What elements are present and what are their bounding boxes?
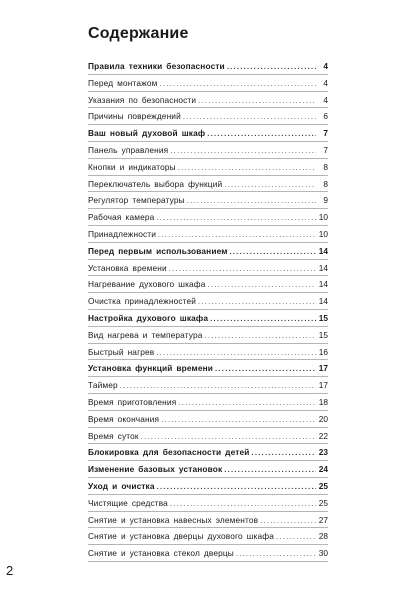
toc-entry-page: 4	[323, 77, 328, 88]
toc-entry-page: 15	[318, 329, 328, 340]
toc-entry-page: 10	[318, 212, 328, 223]
toc-entry-label: Уход и очистка	[88, 480, 155, 491]
toc-entry[interactable]	[88, 394, 328, 411]
toc-entry-page: 4	[323, 61, 328, 71]
toc-entry-label: Время суток	[88, 430, 139, 441]
page-number: 2	[6, 563, 14, 578]
dot-leader	[156, 210, 316, 227]
toc-entry[interactable]	[88, 495, 328, 512]
toc-entry-label: Изменение базовых установок	[88, 464, 223, 475]
toc-entry-label: Таймер	[88, 380, 118, 391]
toc-entry-page: 18	[318, 396, 328, 407]
dot-leader	[178, 395, 316, 412]
toc-entry-page: 20	[318, 413, 328, 424]
toc-entry-label: Время приготовления	[88, 396, 177, 407]
toc-entry[interactable]	[88, 344, 328, 361]
toc-entry-label: Чистящие средства	[88, 497, 168, 508]
toc-entry-page: 22	[318, 430, 328, 441]
toc-entry-label: Ваш новый духовой шкаф	[88, 128, 206, 139]
toc-entry-label: Снятие и установка стекол дверцы	[88, 548, 234, 559]
dot-leader	[157, 479, 316, 496]
toc-entry-page: 14	[318, 279, 328, 290]
dot-leader	[159, 76, 316, 93]
dot-leader	[230, 244, 316, 261]
toc-entry-label: Вид нагрева и температура	[88, 329, 203, 340]
toc-entry-page: 14	[318, 245, 328, 256]
toc-entry-page: 8	[323, 161, 328, 172]
dot-leader	[120, 378, 316, 395]
toc-entry-page: 7	[323, 144, 328, 155]
dot-leader	[158, 227, 316, 244]
dot-leader	[205, 328, 316, 345]
toc-entry-page: 14	[318, 262, 328, 273]
toc-entry-page: 17	[318, 380, 328, 391]
dot-leader	[161, 412, 316, 429]
toc-entry[interactable]	[88, 411, 328, 428]
dot-leader	[227, 59, 316, 76]
toc-entry[interactable]	[88, 276, 328, 293]
toc-entry[interactable]	[88, 192, 328, 209]
toc-entry-label: Нагревание духового шкафа	[88, 279, 206, 290]
toc-entry[interactable]	[88, 75, 328, 92]
toc-entry[interactable]	[88, 293, 328, 310]
dot-leader	[187, 193, 316, 210]
toc-entry-page: 9	[323, 195, 328, 206]
dot-leader	[224, 462, 316, 479]
toc-entry[interactable]	[88, 92, 328, 109]
toc-entry-page: 15	[318, 312, 328, 323]
toc-entry[interactable]	[88, 142, 328, 159]
dot-leader	[169, 261, 316, 278]
toc-section-entry[interactable]	[88, 360, 328, 377]
toc-entry[interactable]	[88, 226, 328, 243]
dot-leader	[224, 177, 316, 194]
toc-section-entry[interactable]	[88, 310, 328, 327]
dot-leader	[215, 361, 316, 378]
dot-leader	[210, 311, 316, 328]
toc-entry-label: Указания по безопасности	[88, 94, 197, 105]
toc-entry[interactable]	[88, 377, 328, 394]
dot-leader	[236, 546, 316, 563]
toc-entry-label: Перед монтажом	[88, 77, 158, 88]
toc-entry[interactable]	[88, 176, 328, 193]
toc-section-entry[interactable]	[88, 58, 328, 75]
dot-leader	[156, 345, 316, 362]
toc-entry-label: Снятие и установка дверцы духового шкафа	[88, 531, 275, 542]
toc-entry[interactable]	[88, 260, 328, 277]
toc-entry-page: 24	[318, 464, 328, 475]
page-title: Содержание	[88, 25, 189, 42]
toc-entry-label: Настройка духового шкафа	[88, 312, 209, 323]
toc-entry-page: 16	[318, 346, 328, 357]
toc-entry-page: 14	[318, 296, 328, 307]
toc-entry-page: 28	[318, 531, 328, 542]
dot-leader	[276, 529, 316, 546]
toc-entry-label: Снятие и установка навесных элементов	[88, 514, 259, 525]
dot-leader	[198, 93, 316, 110]
toc-entry-label: Рабочая камера	[88, 212, 155, 223]
toc-entry-page: 27	[318, 514, 328, 525]
toc-entry-page: 17	[318, 363, 328, 374]
toc-entry-page: 4	[323, 94, 328, 105]
dot-leader	[178, 160, 316, 177]
dot-leader	[198, 294, 316, 311]
toc-section-entry[interactable]	[88, 444, 328, 461]
dot-leader	[260, 513, 316, 530]
toc-entry[interactable]	[88, 327, 328, 344]
toc-entry-label: Принадлежности	[88, 228, 157, 239]
toc-entry[interactable]	[88, 209, 328, 226]
toc-section-entry[interactable]	[88, 461, 328, 478]
toc-entry-page: 30	[318, 548, 328, 559]
toc-entry-page: 23	[318, 447, 328, 458]
toc-entry-label: Панель управления	[88, 144, 169, 155]
toc-entry-label: Установка функций времени	[88, 363, 214, 374]
table-of-contents	[88, 58, 328, 562]
toc-entry-page: 25	[318, 480, 328, 491]
toc-section-entry[interactable]	[88, 243, 328, 260]
toc-entry-label: Правила техники безопасности	[88, 61, 225, 71]
toc-section-entry[interactable]	[88, 478, 328, 495]
toc-entry-label: Регулятор температуры	[88, 195, 185, 206]
toc-entry-label: Блокировка для безопасности детей	[88, 447, 250, 458]
toc-entry[interactable]	[88, 428, 328, 445]
toc-entry-label: Очистка принадлежностей	[88, 296, 197, 307]
toc-entry-label: Установка времени	[88, 262, 167, 273]
toc-entry-label: Кнопки и индикаторы	[88, 161, 176, 172]
dot-leader	[170, 143, 316, 160]
dot-leader	[170, 496, 316, 513]
toc-entry-label: Перед первым использованием	[88, 245, 228, 256]
dot-leader	[251, 445, 316, 462]
dot-leader	[207, 126, 316, 143]
toc-entry-page: 10	[318, 228, 328, 239]
toc-entry-label: Переключатель выбора функций	[88, 178, 223, 189]
toc-entry-page: 25	[318, 497, 328, 508]
toc-entry[interactable]	[88, 108, 328, 125]
toc-entry-label: Быстрый нагрев	[88, 346, 155, 357]
toc-entry-page: 8	[323, 178, 328, 189]
toc-entry[interactable]	[88, 512, 328, 529]
dot-leader	[141, 429, 316, 446]
toc-entry[interactable]	[88, 545, 328, 562]
dot-leader	[183, 109, 316, 126]
toc-entry-page: 6	[323, 111, 328, 122]
toc-entry-page: 7	[323, 128, 328, 139]
toc-entry[interactable]	[88, 528, 328, 545]
dot-leader	[208, 277, 316, 294]
toc-entry[interactable]	[88, 159, 328, 176]
toc-section-entry[interactable]	[88, 125, 328, 142]
toc-entry-label: Причины повреждений	[88, 111, 181, 122]
toc-entry-label: Время окончания	[88, 413, 160, 424]
